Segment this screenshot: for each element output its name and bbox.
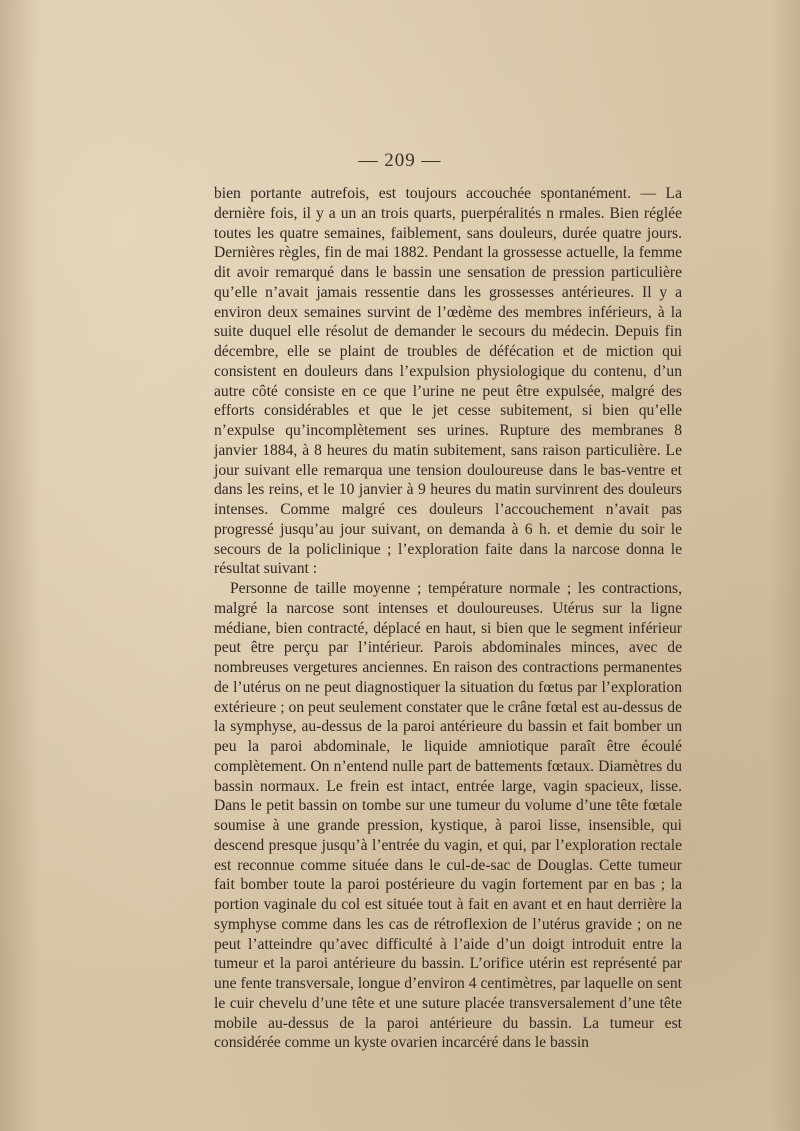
paragraph-2: Personne de taille moyenne ; température normale ; les contractions, malgré la narcose sont intenses et douloureuses. Utérus sur la ligne médiane, bien contracté, déplacé en haut, si bien que le segment inférieur peut être perçu par l’intérieur. Parois abdominales minces, avec de nombreuses vergetures anciennes. En raison des contractions permanentes de l’utérus on ne peut diagnostiquer la situation du fœtus par l’exploration extérieure ; on peut seulement constater que le crâne fœtal est au-dessus de la symphyse, au-dessus de la paroi antérieure du bassin et fait bomber un peu la paroi abdominale, le liquide amniotique paraît être écoulé complètement. On n’entend nulle part de battements fœtaux. Diamètres du bassin normaux. Le frein est intact, entrée large, vagin spacieux, lisse. Dans le petit bassin on tombe sur une tumeur du volume d’une tête fœtale soumise à une grande pression, kystique, à paroi lisse, insensible, qui descend presque jusqu’à l’entrée du vagin, et qui, par l’exploration rectale est reconnue comme située dans le cul-de-sac de Douglas. Cette tumeur fait bomber toute la paroi postérieure du vagin fortement par en bas ; la portion vaginale du col est située tout à fait en avant et en haut derrière la symphyse comme dans les cas de rétroflexion de l’utérus gravide ; on ne peut l’atteindre qu’avec difficulté à l’aide d’un doigt introduit entre la tumeur et la paroi antérieure du bassin. L’orifice utérin est représenté par une fente transversale, longue d’environ 4 centimètres, par laquelle on sent le cuir chevelu d’une tête et une suture placée transversalement d’une tête mobile au-dessus de la paroi antérieure du bassin. La tumeur est considérée comme un kyste ovarien incarcéré dans le bassin (214, 580, 682, 1052)
paragraph-1: bien portante autrefois, est toujours accouchée spontanément. — La dernière fois, il y a un an trois quarts, puerpéralités n rmales. Bien réglée toutes les quatre semaines, faiblement, sans douleurs, durée quatre jours. Dernières règles, fin de mai 1882. Pendant la grossesse actuelle, la femme dit avoir remarqué dans le bassin une sensation de pression particulière qu’elle n’avait jamais ressentie dans les grossesses antérieures. Il y a environ deux semaines survint de l’œdème des membres inférieurs, à la suite duquel elle résolut de demander le secours du médecin. Depuis fin décembre, elle se plaint de troubles de défécation et de miction qui consistent en douleurs dans l’expulsion physiologique du contenu, d’un autre côté consiste en ce que l’urine ne peut être expulsée, malgré des efforts considérables et que le jet cesse subitement, si bien qu’elle n’expulse qu’incomplètement ses urines. Rupture des membranes 8 janvier 1884, à 8 heures du matin subitement, sans raison particulière. Le jour suivant elle remarqua une tension douloureuse dans le bas-ventre et dans les reins, et le 10 janvier à 9 heures du matin survinrent des douleurs intenses. Comme malgré ces douleurs l’accouchement n’avait pas progressé jusqu’au jour suivant, on demanda à 6 h. et demie du soir le secours de la policlinique ; l’exploration faite dans la narcose donna le résultat suivant : (214, 185, 682, 578)
page-number: — 209 — (358, 150, 442, 171)
body-text (214, 184, 682, 1053)
